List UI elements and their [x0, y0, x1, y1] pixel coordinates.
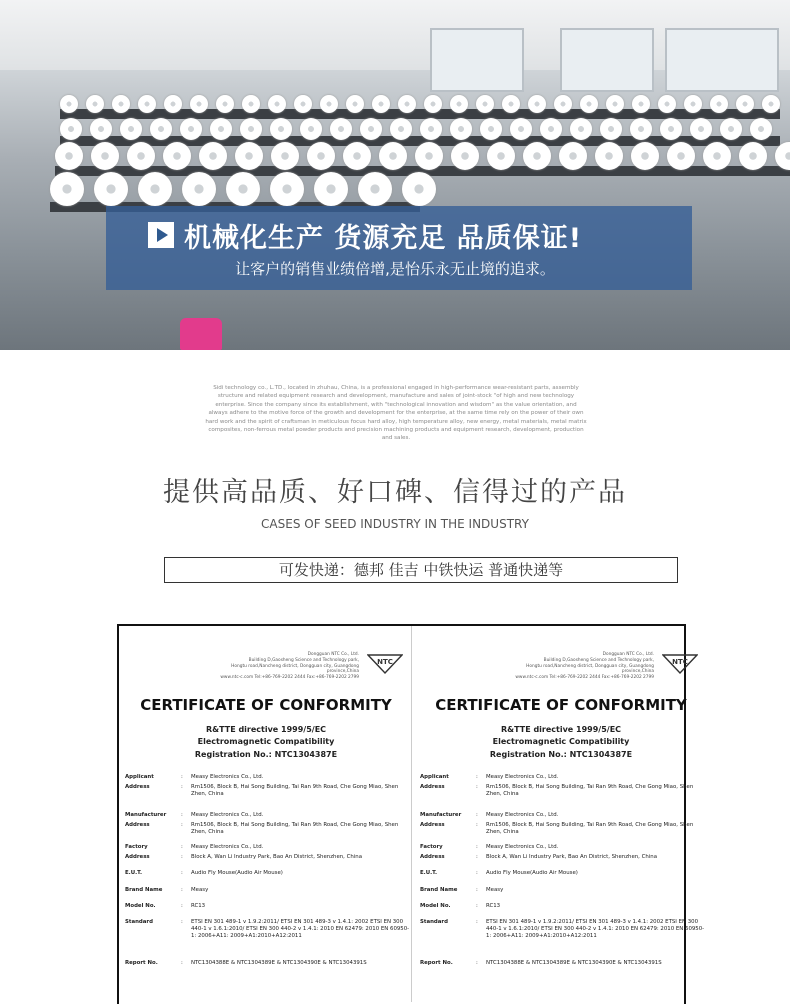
factory-window [430, 28, 524, 92]
thread-spool [50, 172, 84, 206]
thread-spool [720, 118, 742, 140]
thread-spool [199, 142, 227, 170]
field-label: Address [125, 854, 150, 860]
thread-spool [270, 118, 292, 140]
thread-spool [343, 142, 371, 170]
pink-bag [180, 318, 222, 350]
field-colon: : [181, 887, 183, 893]
field-value: Rm1506, Block B, Hai Song Building, Tai Ran 9th Road, Che Gong Miao, Shen Zhen, China [486, 784, 694, 798]
thread-spool [600, 118, 622, 140]
thread-spool [750, 118, 772, 140]
thread-spool [631, 142, 659, 170]
play-icon [148, 222, 174, 248]
field-value: Measy [486, 887, 504, 893]
field-value: Measy Electronics Co., Ltd. [191, 844, 264, 850]
thread-spool [240, 118, 262, 140]
thread-spool [502, 95, 520, 113]
field-colon: : [476, 919, 478, 925]
field-label: Address [420, 854, 445, 860]
field-label: Address [420, 822, 445, 828]
field-value: Measy Electronics Co., Ltd. [486, 774, 559, 780]
field-value: Block A, Wan Li Industry Park, Bao An District, Shenzhen, China [191, 854, 362, 860]
field-value: RC13 [486, 903, 501, 909]
thread-spool [372, 95, 390, 113]
thread-spool [658, 95, 676, 113]
thread-spool [242, 95, 260, 113]
certificate-directive: R&TTE directive 1999/5/EC [500, 725, 622, 734]
thread-spool [528, 95, 546, 113]
field-value: RC13 [191, 903, 206, 909]
field-value: Rm1506, Block B, Hai Song Building, Tai Ran 9th Road, Che Gong Miao, Shen Zhen, China [191, 822, 399, 836]
thread-spool [268, 95, 286, 113]
thread-spool [164, 95, 182, 113]
thread-spool [703, 142, 731, 170]
thread-spool [358, 172, 392, 206]
thread-spool [510, 118, 532, 140]
field-label: Factory [125, 844, 148, 850]
field-label: Factory [420, 844, 443, 850]
thread-spool [570, 118, 592, 140]
thread-spool [216, 95, 234, 113]
thread-spool [190, 95, 208, 113]
thread-spool [112, 95, 130, 113]
field-value: Rm1506, Block B, Hai Song Building, Tai Ran 9th Road, Che Gong Miao, Shen Zhen, China [191, 784, 399, 798]
field-value: NTC1304388E & NTC1304389E & NTC1304390E & NTC1304391S [486, 960, 662, 966]
thread-spool [630, 118, 652, 140]
thread-spool [91, 142, 119, 170]
field-value: Measy Electronics Co., Ltd. [486, 844, 559, 850]
field-colon: : [476, 844, 478, 850]
thread-spool [660, 118, 682, 140]
thread-spool [476, 95, 494, 113]
certificate-registration: Registration No.: NTC1304387E [194, 750, 338, 759]
factory-window [560, 28, 654, 92]
ntc-logo-icon [367, 652, 403, 674]
thread-spool [94, 172, 128, 206]
field-label: Brand Name [125, 887, 163, 893]
thread-spool [424, 95, 442, 113]
lab-name: Dongguan NTC Co., Ltd. [602, 652, 654, 657]
field-label: Applicant [420, 774, 449, 780]
field-colon: : [476, 854, 478, 860]
certificate-right [414, 626, 708, 1002]
thread-spool [451, 142, 479, 170]
field-colon: : [476, 812, 478, 818]
thread-spool [60, 95, 78, 113]
thread-spool [667, 142, 695, 170]
thread-spool [450, 95, 468, 113]
thread-spool [739, 142, 767, 170]
field-label: Manufacturer [125, 812, 167, 818]
thread-spool [180, 118, 202, 140]
field-colon: : [476, 903, 478, 909]
thread-spool [90, 118, 112, 140]
lab-info [504, 652, 654, 681]
field-label: Brand Name [420, 887, 458, 893]
thread-spool [360, 118, 382, 140]
field-value: NTC1304388E & NTC1304389E & NTC1304390E & NTC1304391S [191, 960, 367, 966]
certificate-directive: R&TTE directive 1999/5/EC [205, 725, 327, 734]
ntc-logo-icon [662, 652, 698, 674]
shipping-options-box: 可发快递：德邦 佳吉 中铁快运 普通快递等 [164, 557, 678, 583]
thread-spool [420, 118, 442, 140]
field-label: Model No. [125, 903, 156, 909]
thread-spool [450, 118, 472, 140]
thread-spool [60, 118, 82, 140]
certificate-scope: Electromagnetic Compatibility [197, 737, 335, 746]
thread-spool [580, 95, 598, 113]
field-label: E.U.T. [125, 870, 143, 876]
field-value: Audio Fly Mouse(Audio Air Mouse) [486, 870, 578, 876]
thread-spool [55, 142, 83, 170]
field-value: Measy Electronics Co., Ltd. [486, 812, 559, 818]
thread-spool [307, 142, 335, 170]
field-colon: : [181, 812, 183, 818]
lab-address-line: Building D,Gaosheng Science and Technology park, [248, 657, 359, 663]
thread-spool [710, 95, 728, 113]
certificate-registration: Registration No.: NTC1304387E [489, 750, 633, 759]
field-label: Report No. [125, 960, 158, 966]
company-intro: Sidi technology co., L.TD., located in zhuhau, China, is a professional engaged in high-performance wear-resistant parts, assembly structure and related equipment research and development, manufacture and sales of joint-stock "of high and new technology enterprise. Since the company since its establishment, with "technological innovation and wisdom" as the value orientation, and always adhere to the motive force of the growth and development for the enterprise, at the same time rely on the power of their own hard work and the spirit of craftsman in meticulous focus hard alloy, high temperature alloy, new energy, metal materials, metal matrix composites, non-ferrous metal powder products and precision machining products and equipment research, development, production and sales. [205, 385, 587, 442]
field-label: Report No. [420, 960, 453, 966]
thread-spool [86, 95, 104, 113]
field-label: Standard [420, 919, 448, 925]
thread-spool [690, 118, 712, 140]
certificate-title: CERTIFICATE OF CONFORMITY [140, 696, 392, 714]
thread-spool [163, 142, 191, 170]
thread-spool [210, 118, 232, 140]
field-colon: : [181, 870, 183, 876]
thread-spool [632, 95, 650, 113]
thread-spool [314, 172, 348, 206]
field-colon: : [181, 844, 183, 850]
field-value: Rm1506, Block B, Hai Song Building, Tai Ran 9th Road, Che Gong Miao, Shen Zhen, China [486, 822, 694, 836]
hero-subtitle: 让客户的销售业绩倍增,是怡乐永无止境的追求。 [235, 260, 555, 278]
field-label: Manufacturer [420, 812, 462, 818]
thread-spool [523, 142, 551, 170]
field-label: E.U.T. [420, 870, 438, 876]
field-value: Measy Electronics Co., Ltd. [191, 774, 264, 780]
field-colon: : [181, 784, 183, 790]
thread-spool [684, 95, 702, 113]
field-label: Model No. [420, 903, 451, 909]
lab-contact: www.ntc-c.com Tel:+86-769-2202 2444 Fax:+86-769-2202 2799 [220, 675, 359, 681]
field-colon: : [476, 887, 478, 893]
field-colon: : [476, 784, 478, 790]
field-colon: : [476, 870, 478, 876]
thread-spool [762, 95, 780, 113]
thread-spool [480, 118, 502, 140]
thread-spool [226, 172, 260, 206]
thread-spool [398, 95, 416, 113]
field-colon: : [181, 854, 183, 860]
field-label: Address [125, 784, 150, 790]
field-label: Standard [125, 919, 153, 925]
field-label: Address [125, 822, 150, 828]
logo-text: NTC [672, 658, 688, 666]
thread-spool [330, 118, 352, 140]
field-colon: : [476, 960, 478, 966]
lab-address-line: Building D,Gaosheng Science and Technology park, [543, 657, 654, 663]
lab-address-line: Hongtu road,Nancheng district, Dongguan city, Guangdong province,China [231, 663, 359, 675]
thread-spool [540, 118, 562, 140]
field-colon: : [181, 903, 183, 909]
field-colon: : [476, 822, 478, 828]
thread-spool [150, 118, 172, 140]
thread-spool [487, 142, 515, 170]
field-value: ETSI EN 301 489-1 v 1.9.2:2011/ ETSI EN 301 489-3 v 1.4.1: 2002 ETSI EN 300 440-1 v 1.6.1:2010/ ETSI EN 300 440-2 v 1.4.1: 2010 EN 62479: 2010 EN 60950-1: 2006+A11: 2009+A1:2010+A12:2011 [486, 919, 705, 940]
certificate-title: CERTIFICATE OF CONFORMITY [435, 696, 687, 714]
logo-text: NTC [377, 658, 393, 666]
field-value: Audio Fly Mouse(Audio Air Mouse) [191, 870, 283, 876]
field-value: Measy Electronics Co., Ltd. [191, 812, 264, 818]
thread-spool [606, 95, 624, 113]
thread-spool [415, 142, 443, 170]
thread-spool [270, 172, 304, 206]
certificate-left [119, 626, 413, 1002]
field-colon: : [476, 774, 478, 780]
thread-spool [271, 142, 299, 170]
thread-spool [379, 142, 407, 170]
factory-window [665, 28, 779, 92]
field-value: Block A, Wan Li Industry Park, Bao An District, Shenzhen, China [486, 854, 657, 860]
lab-info [209, 652, 359, 681]
thread-spool [390, 118, 412, 140]
lab-name: Dongguan NTC Co., Ltd. [307, 652, 359, 657]
field-label: Address [420, 784, 445, 790]
field-colon: : [181, 919, 183, 925]
thread-spool [320, 95, 338, 113]
section-subheading: CASES OF SEED INDUSTRY IN THE INDUSTRY [261, 517, 529, 531]
thread-spool [294, 95, 312, 113]
thread-spool [182, 172, 216, 206]
thread-spool [559, 142, 587, 170]
thread-spool [235, 142, 263, 170]
field-colon: : [181, 774, 183, 780]
thread-spool [138, 172, 172, 206]
thread-spool [127, 142, 155, 170]
field-value: ETSI EN 301 489-1 v 1.9.2:2011/ ETSI EN 301 489-3 v 1.4.1: 2002 ETSI EN 300 440-1 v 1.6.1:2010/ ETSI EN 300 440-2 v 1.4.1: 2010 EN 62479: 2010 EN 60950-1: 2006+A11: 2009+A1:2010+A12:2011 [191, 919, 410, 940]
field-value: Measy [191, 887, 209, 893]
field-colon: : [181, 960, 183, 966]
certificate-scope: Electromagnetic Compatibility [492, 737, 630, 746]
thread-spool [300, 118, 322, 140]
section-heading: 提供高品质、好口碑、信得过的产品 [163, 477, 627, 508]
thread-spool [554, 95, 572, 113]
thread-spool [120, 118, 142, 140]
thread-spool [402, 172, 436, 206]
lab-contact: www.ntc-c.com Tel:+86-769-2202 2444 Fax:+86-769-2202 2799 [515, 675, 654, 681]
field-colon: : [181, 822, 183, 828]
thread-spool [138, 95, 156, 113]
thread-spool [736, 95, 754, 113]
thread-spool [595, 142, 623, 170]
lab-address-line: Hongtu road,Nancheng district, Dongguan city, Guangdong province,China [526, 663, 654, 675]
field-label: Applicant [125, 774, 154, 780]
hero-title: 机械化生产 货源充足 品质保证! [184, 223, 583, 254]
thread-spool [346, 95, 364, 113]
hero-banner-image [0, 0, 790, 350]
